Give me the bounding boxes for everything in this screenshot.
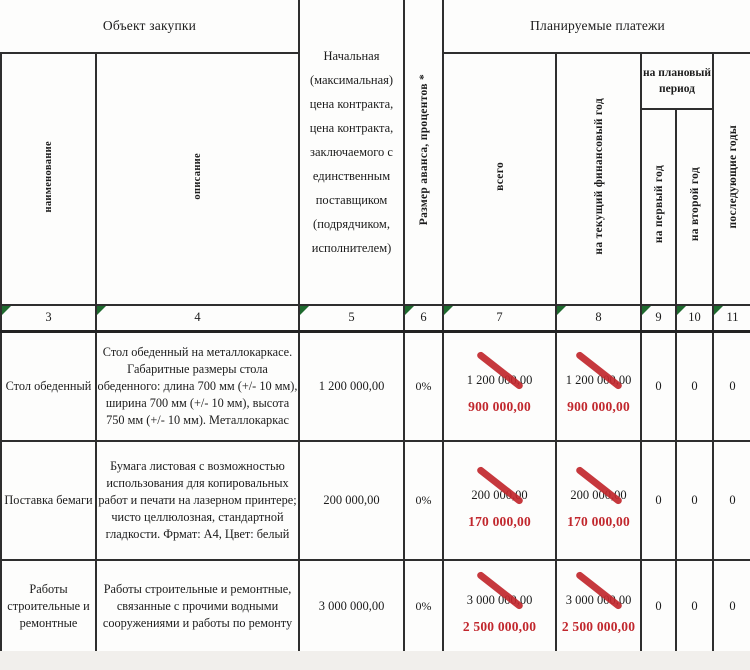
revision-corner-icon [300,306,309,315]
column-number-6 [404,305,443,331]
header-payments-group: Планируемые платежи [443,0,750,53]
corrected-amount: 900 000,00 [567,399,630,415]
row-subsequent-years-cell: 0 [713,441,750,560]
second-year-label: на второй год [688,167,701,242]
description-label: описание [192,153,203,200]
current-fiscal-year-label: на текущий финансовый год [592,98,605,255]
old-amount: 1 200 000,00 [466,373,533,388]
total-label: всего [493,162,506,191]
row-advance-cell: 0% [404,331,443,441]
corrected-amount: 2 500 000,00 [561,619,636,634]
corrected-amount: 170 000,00 [567,513,630,529]
old-amount: 200 000,00 [570,487,627,502]
revision-corner-icon [677,306,686,315]
row-subsequent-years-cell: 0 [713,331,750,441]
name-label: наименование [43,140,54,213]
row-price-cell: 3 000 000,00 [299,560,404,651]
header-initial-price: Начальная (максимальная) цена контракта, цена контракта, заключаемого с единственным поставщиком (подрядчиком, исполнителем) [299,0,404,305]
row-description-cell: Бумага листовая с возможностью использования для копировальных работ и печати на лазерном принтере; чисто целлюлозная, стандартной гладкости. Фрмат: А4, Цвет: белый [96,441,299,560]
revision-corner-icon [97,306,106,315]
first-year-label: на первый год [652,165,665,244]
row-name-cell: Работы строительные и ремонтные [1,560,96,651]
revision-corner-icon [714,306,723,315]
row-first-year-cell: 0 [641,441,676,560]
row-total-cell [443,441,556,560]
column-number-10 [676,305,713,331]
column-number-text: 4 [194,310,201,325]
row-second-year-cell: 0 [676,560,713,651]
row-second-year-cell: 0 [676,441,713,560]
column-number-8 [556,305,641,331]
revision-corner-icon [557,306,566,315]
column-number-text: 9 [655,310,662,325]
revision-corner-icon [642,306,651,315]
column-number-9 [641,305,676,331]
column-number-4 [96,305,299,331]
row-advance-cell: 0% [404,560,443,651]
row-description-cell: Работы строительные и ремонтные, связанные с прочими водными сооружениями и работы по ремонту [96,560,299,651]
revision-corner-icon [444,306,453,315]
column-number-11 [713,305,750,331]
old-amount: 1 200 000,00 [565,373,632,388]
row-total-cell [443,560,556,651]
row-total-cell [443,331,556,441]
column-number-text: 5 [348,310,355,325]
header-current-fiscal-year [556,53,641,305]
corrected-amount: 900 000,00 [468,399,531,415]
corrected-amount: 170 000,00 [468,513,531,529]
column-number-text: 3 [45,310,52,325]
header-subsequent-years [713,53,750,305]
row-current-year-cell [556,331,641,441]
row-price-cell: 200 000,00 [299,441,404,560]
advance-size-label: Размер аванса, процентов * [417,73,430,226]
old-amount: 3 000 000,00 [466,593,533,607]
column-number-5 [299,305,404,331]
header-total [443,53,556,305]
header-name [1,53,96,305]
row-second-year-cell: 0 [676,331,713,441]
row-advance-cell: 0% [404,441,443,560]
column-number-text: 10 [688,310,701,325]
column-number-text: 6 [420,310,427,325]
revision-corner-icon [405,306,414,315]
header-first-year [641,109,676,305]
header-second-year [676,109,713,305]
old-amount: 200 000,00 [471,487,528,502]
old-amount: 3 000 000,00 [565,593,632,607]
subsequent-years-label: последующие годы [726,124,739,229]
row-current-year-cell [556,441,641,560]
column-number-3 [1,305,96,331]
header-description [96,53,299,305]
row-first-year-cell: 0 [641,331,676,441]
row-current-year-cell [556,560,641,651]
corrected-amount: 2 500 000,00 [462,619,537,634]
column-number-text: 8 [595,310,602,325]
row-name-cell: Поставка бемаги [1,441,96,560]
row-price-cell: 1 200 000,00 [299,331,404,441]
column-number-text: 7 [496,310,503,325]
column-number-7 [443,305,556,331]
header-object-group: Объект закупки [1,0,299,53]
row-description-cell: Стол обеденный на металлокаркасе. Габаритные размеры стола обеденного: длина 700 мм (+/- 10 мм), ширина 700 мм (+/- 10 мм), высота 750 мм (+/- 10 мм). Металлокаркас [96,331,299,441]
header-planned-period: на плановый период [641,53,713,109]
revision-corner-icon [2,306,11,315]
column-number-text: 11 [726,310,739,325]
row-first-year-cell: 0 [641,560,676,651]
row-name-cell: Стол обеденный [1,331,96,441]
row-subsequent-years-cell: 0 [713,560,750,651]
header-advance-size [404,0,443,305]
